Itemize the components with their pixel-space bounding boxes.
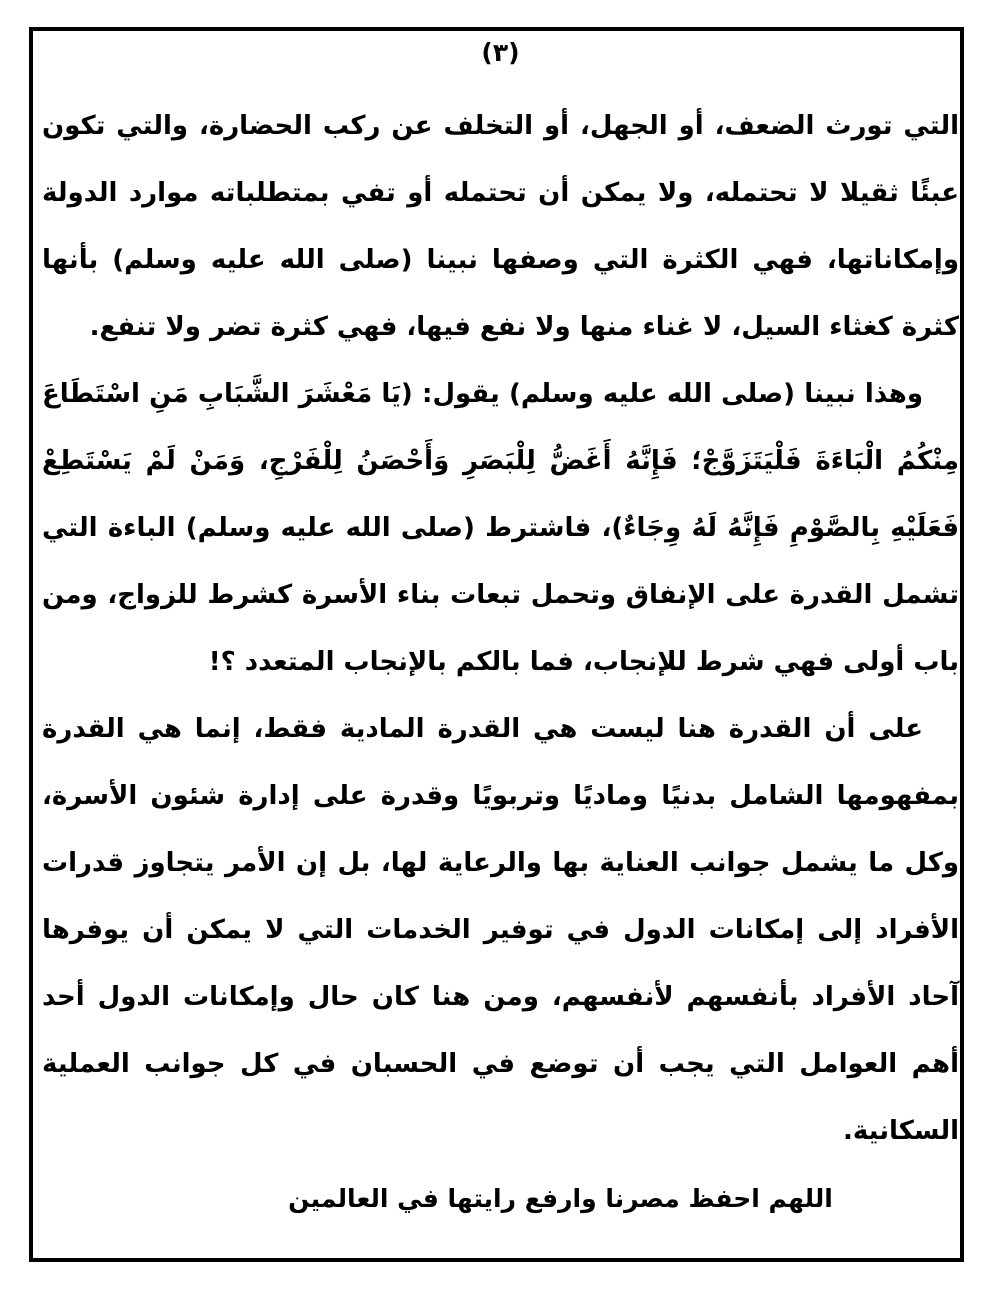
- paragraph-1: التي تورث الضعف، أو الجهل، أو التخلف عن ركب الحضارة، والتي تكون عبئًا ثقيلا لا تحتمله، ولا يمكن أن تحتمله أو تفي بمتطلباته موارد الدولة وإمكاناتها، فهي الكثرة التي وصفها نبينا (صلى الله عليه وسلم) بأنها كثرة كغثاء السيل، لا غناء منها ولا نفع فيها، فهي كثرة تضر ولا تنفع.: [42, 111, 959, 342]
- page-number: (٣): [481, 38, 520, 67]
- document-body: [42, 93, 959, 1232]
- paragraph-2: وهذا نبينا (صلى الله عليه وسلم) يقول: (يَا مَعْشَرَ الشَّبَابِ مَنِ اسْتَطَاعَ مِنْكُمُ الْبَاءَةَ فَلْيَتَزَوَّجْ؛ فَإِنَّهُ أَغَضُّ لِلْبَصَرِ وَأَحْصَنُ لِلْفَرْجِ، وَمَنْ لَمْ يَسْتَطِعْ فَعَلَيْهِ بِالصَّوْمِ فَإِنَّهُ لَهُ وِجَاءٌ)، فاشترط (صلى الله عليه وسلم) الباءة التي تشمل القدرة على الإنفاق وتحمل تبعات بناء الأسرة كشرط للزواج، ومن باب أولى فهي شرط للإنجاب، فما بالكم بالإنجاب المتعدد ؟!: [42, 379, 959, 677]
- closing-prayer: اللهم احفظ مصرنا وارفع رايتها في العالمين: [288, 1184, 833, 1213]
- paragraph-3: على أن القدرة هنا ليست هي القدرة المادية فقط، إنما هي القدرة بمفهومها الشامل بدنيًا وماديًا وتربويًا وقدرة على إدارة شئون الأسرة، وكل ما يشمل جوانب العناية بها والرعاية لها، بل إن الأمر يتجاوز قدرات الأفراد إلى إمكانات الدول في توفير الخدمات التي لا يمكن أن يوفرها آحاد الأفراد بأنفسهم لأنفسهم، ومن هنا كان حال وإمكانات الدول أحد أهم العوامل التي يجب أن توضع في الحسبان في كل جوانب العملية السكانية.: [42, 714, 959, 1146]
